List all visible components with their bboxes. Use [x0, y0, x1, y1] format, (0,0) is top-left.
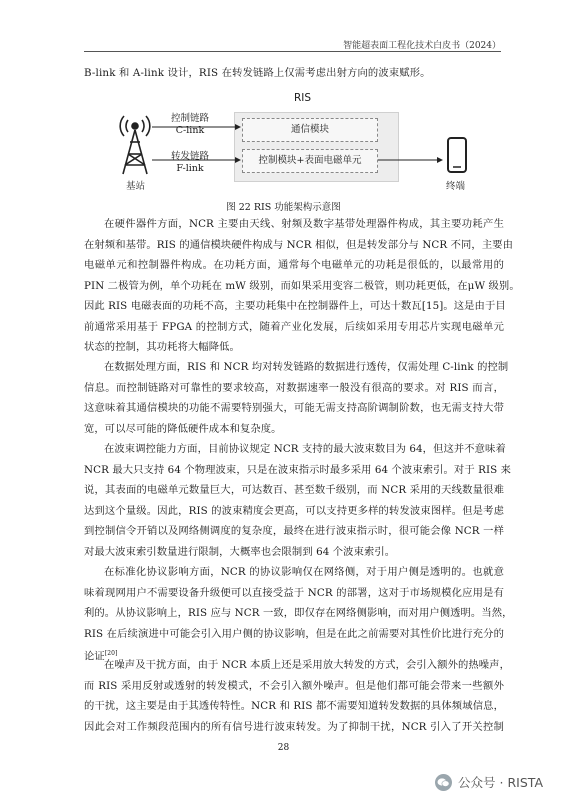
text-line: 达到这个量级。因此，RIS 的波束精度会更高，可以支持更多样的转发波束图样。但是考虑 [84, 504, 504, 517]
ris-architecture-diagram [90, 90, 490, 200]
base-station-icon [120, 116, 150, 174]
terminal-label: 终端 [446, 181, 466, 192]
base-station-label: 基站 [126, 181, 146, 192]
control-link-code: C-link [175, 125, 205, 136]
control-link-text: 控制链路 [170, 113, 209, 124]
text-segment: 论证 [84, 650, 105, 663]
watermark-text: 公众号 · RISTA [458, 775, 543, 790]
terminal-phone-icon [448, 138, 466, 172]
intro-line: B-link 和 A-link 设计，RIS 在转发链路上仅需考虑出射方向的波束赋形。 [84, 67, 431, 79]
paragraph-data-processing [84, 357, 509, 439]
text-line: 因此 RIS 电磁表面的功耗不高，主要功耗集中在控制器件上，可达十数瓦[15]。这是由于目 [84, 300, 506, 312]
paragraph-beam-control [84, 439, 512, 562]
header-divider [84, 51, 501, 52]
text-line: 信息。而控制链路对可靠性的要求较高，对数据速率一般没有很高的要求。对 RIS 而言， [84, 381, 504, 394]
figure-caption: 图 22 RIS 功能架构示意图 [226, 202, 341, 213]
comm-module-box: 通信模块 [242, 118, 378, 142]
text-line: 而 RIS 采用反射或透射的转发模式，不会引入额外噪声。但是他们都可能会带来一些额外 [84, 679, 504, 692]
watermark [435, 773, 543, 791]
paragraph-hardware [84, 214, 520, 358]
text-line: 在数据处理方面，RIS 和 NCR 均对转发链路的数据进行透传，仅需处理 C-link 的控制 [104, 361, 509, 373]
ris-label: RIS [294, 92, 312, 104]
text-line: 电磁单元和控制器件构成。在功耗方面，通常每个电磁单元的功耗是很低的，以最常用的 [84, 259, 504, 271]
text-line: 在波束调控能力方面，目前协议规定 NCR 支持的最大波束数目为 64，但这并不意味着 [104, 443, 506, 455]
text-line: 在噪声及干扰方面，由于 NCR 本质上还是采用放大转发的方式，会引入额外的热噪声， [104, 659, 510, 671]
running-header: 智能超表面工程化技术白皮书（2024） [343, 41, 501, 51]
paragraph-standardization [84, 562, 513, 667]
text-line: 到控制信令开销以及网络侧调度的复杂度，最终在进行波束指示时，很可能会像 NCR 一样 [84, 525, 504, 537]
wechat-icon [435, 774, 452, 791]
text-line: NCR 最大只支持 64 个物理波束，只是在波束指示时最多采用 64 个波束索引。对于 RIS 来 [84, 463, 512, 476]
text-line: 在射频和基带。RIS 的通信模块硬件构成与 NCR 相似，但是转发部分与 NCR 不同，主要由 [84, 238, 514, 251]
text-line: 因此会对工作频段范围内的所有信号进行波束转发。为了抑制干扰，NCR 引入了开关控制 [84, 720, 504, 733]
text-line: 状态的控制，其功耗将大幅降低。 [84, 341, 240, 353]
text-line: 利的。从协议影响上，RIS 应与 NCR 一致，即仅存在网络侧影响，而对用户侧透明。当然， [84, 607, 513, 619]
text-line: 前通常采用基于 FPGA 的控制方式，随着产业化发展，后续如采用专用芯片实现电磁单元 [84, 320, 504, 333]
control-module-box: 控制模块+表面电磁单元 [242, 149, 378, 173]
forward-link-code: F-link [176, 163, 204, 174]
text-line: 这意味着其通信模块的功能不需要特别强大，可能无需支持高阶调制阶数，也无需支持大带 [84, 402, 504, 414]
text-line: 味着现网用户不需要设备升级便可以直接受益于 NCR 的部署，这对于市场规模化应用是有 [84, 586, 504, 599]
page-number: 28 [277, 743, 290, 753]
diagram-arrows [90, 90, 490, 200]
forward-link-text: 转发链路 [170, 151, 209, 162]
paragraph-noise-interference [84, 655, 510, 737]
text-line: 的干扰，这主要是由于其透传特性。NCR 和 RIS 都不需要知道转发数据的具体频域信息， [84, 700, 504, 712]
text-line: 在硬件器件方面，NCR 主要由天线、射频及数字基带处理器件构成，其主要功耗产生 [104, 218, 504, 230]
text-line: RIS 在后续演进中可能会引入用户侧的协议影响，但是在此之前需要对其性价比进行充分的 [84, 627, 504, 640]
citation-ref: [20] [104, 650, 118, 657]
text-line: 对最大波束索引数量进行限制，大概率也会限制到 64 个波束索引。 [84, 545, 396, 558]
text-line: 说，其表面的电磁单元数量巨大，可达数百、甚至数千级别，而 NCR 采用的天线数量很难 [84, 484, 504, 496]
text-line: 在标准化协议影响方面，NCR 的协议影响仅在网络侧，对于用户侧是透明的。也就意 [104, 566, 504, 578]
text-line: 宽，可以尽可能的降低硬件成本和复杂度。 [84, 422, 282, 435]
text-line: PIN 二极管为例，单个功耗在 mW 级别，而如果采用变容二极管，则功耗更低，在μW 级别。 [84, 279, 520, 292]
